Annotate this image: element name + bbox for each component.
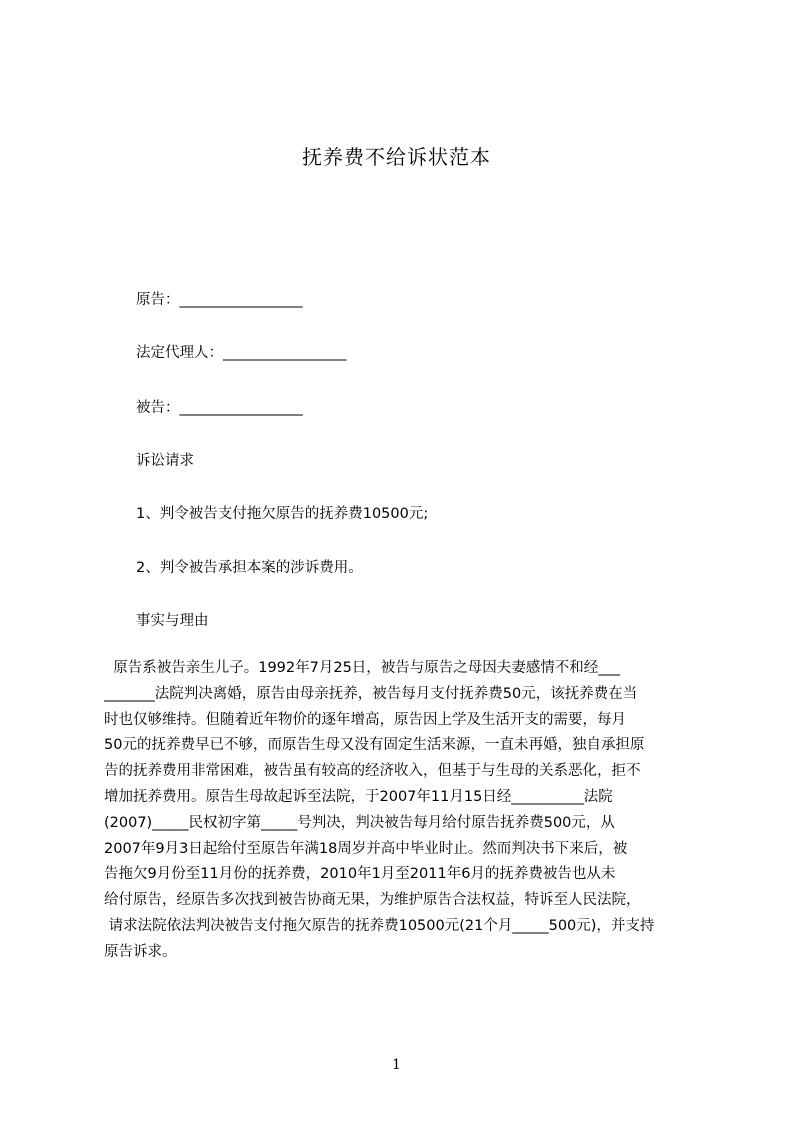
facts-line: 50元的抚养费早已不够，而原告生母又没有固定生活来源，一直未再婚，独自承担原: [104, 737, 645, 754]
claims-heading: 诉讼请求: [136, 453, 194, 469]
facts-line: 2007年9月3日起给付至原告年满18周岁并高中毕业时止。然而判决书下来后，被: [104, 840, 628, 857]
facts-line: 原告诉求。: [104, 943, 177, 960]
defendant-field: 被告：_________________: [136, 400, 303, 416]
facts-line: 增加抚养费用。原告生母故起诉至法院，于2007年11月15日经__________法院: [104, 788, 613, 805]
facts-heading: 事实与理由: [136, 613, 209, 629]
facts-line: 给付原告，经原告多次找到被告协商无果，为维护原告合法权益，特诉至人民法院，: [104, 892, 641, 909]
claim-item: 2、判令被告承担本案的涉诉费用。: [136, 560, 363, 576]
facts-line: _______法院判决离婚，原告由母亲抚养，被告每月支付抚养费50元，该抚养费在当: [104, 685, 638, 702]
legal-representative-field: 法定代理人：_________________: [136, 345, 347, 361]
claim-item: 1、判令被告支付拖欠原告的抚养费10500元;: [136, 506, 429, 522]
facts-line: 告拖欠9月份至11月份的抚养费，2010年1月至2011年6月的抚养费被告也从未: [104, 866, 616, 883]
page-number: 1: [392, 1057, 401, 1073]
facts-line: 时也仅够维持。但随着近年物价的逐年增高，原告因上学及生活开支的需要，每月: [104, 711, 626, 728]
page-title: 抚养费不给诉状范本: [302, 145, 491, 169]
facts-paragraph: [104, 656, 704, 966]
facts-line: (2007)_____民权初字第_____号判决，判决被告每月给付原告抚养费500元，从: [104, 814, 615, 831]
facts-line: 告的抚养费用非常困难，被告虽有较高的经济收入，但基于与生母的关系恶化，拒不: [104, 763, 641, 780]
facts-line: 原告系被告亲生儿子。1992年7月25日，被告与原告之母因夫妻感情不和经___: [104, 660, 621, 676]
facts-line: 请求法院依法判决被告支付拖欠原告的抚养费10500元(21个月_____500元)，并支持: [104, 917, 655, 934]
plaintiff-field: 原告：_________________: [136, 292, 303, 308]
